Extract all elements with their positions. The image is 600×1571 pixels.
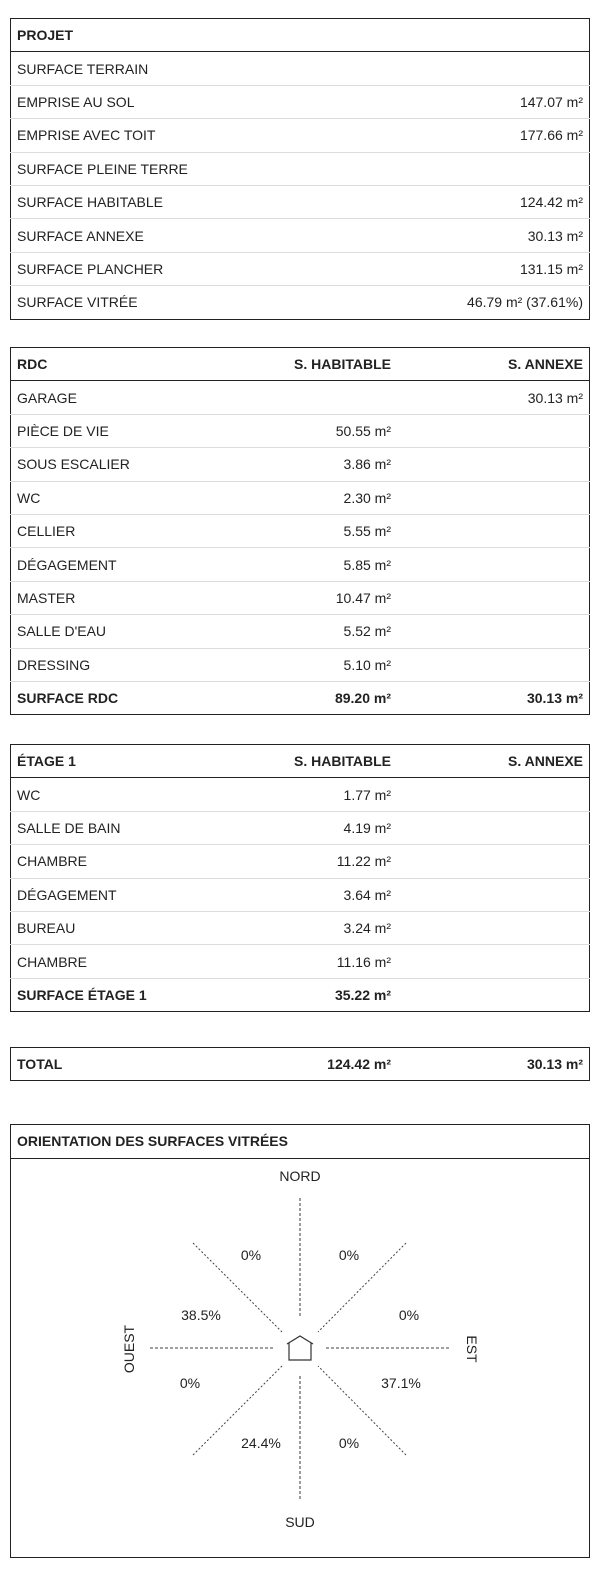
- total-label: TOTAL: [11, 1048, 206, 1081]
- label-est: EST: [464, 1335, 480, 1363]
- subtotal-label: SURFACE RDC: [11, 681, 206, 714]
- room-name: SALLE D'EAU: [11, 615, 206, 648]
- room-name: WC: [11, 481, 206, 514]
- col-annexe: S. ANNEXE: [397, 348, 590, 381]
- habitable-value: 2.30 m²: [205, 481, 397, 514]
- habitable-value: 5.55 m²: [205, 514, 397, 547]
- sector-ese: 37.1%: [381, 1375, 421, 1391]
- room-name: DÉGAGEMENT: [11, 548, 206, 581]
- label-ouest: OUEST: [121, 1324, 137, 1374]
- habitable-value: 1.77 m²: [205, 778, 397, 811]
- habitable-value: 11.16 m²: [205, 945, 397, 978]
- room-name: WC: [11, 778, 206, 811]
- habitable-value: 50.55 m²: [205, 414, 397, 447]
- room-name: CELLIER: [11, 514, 206, 547]
- habitable-value: 10.47 m²: [205, 581, 397, 614]
- habitable-value: 3.24 m²: [205, 911, 397, 944]
- room-name: CHAMBRE: [11, 845, 206, 878]
- annexe-value: 30.13 m²: [397, 381, 590, 414]
- sector-nne: 0%: [338, 1247, 360, 1263]
- subtotal-habitable: 35.22 m²: [205, 978, 397, 1011]
- row-value: 131.15 m²: [351, 252, 590, 285]
- sector-ene: 0%: [398, 1307, 420, 1323]
- room-name: DÉGAGEMENT: [11, 878, 206, 911]
- subtotal-annexe: 30.13 m²: [397, 681, 590, 714]
- house-icon: [287, 1336, 313, 1360]
- sector-ssw: 24.4%: [241, 1435, 281, 1451]
- row-value: 30.13 m²: [351, 219, 590, 252]
- row-value: 46.79 m² (37.61%): [467, 294, 583, 311]
- habitable-value: 5.10 m²: [205, 648, 397, 681]
- row-value: 147.07 m²: [351, 85, 590, 118]
- sector-wsw: 0%: [179, 1375, 201, 1391]
- orientation-title: ORIENTATION DES SURFACES VITRÉES: [11, 1125, 589, 1159]
- orientation-panel: [10, 1124, 590, 1558]
- row-label: EMPRISE AVEC TOIT: [11, 119, 352, 152]
- habitable-value: 3.86 m²: [205, 448, 397, 481]
- room-name: SALLE DE BAIN: [11, 811, 206, 844]
- etage1-title: ÉTAGE 1: [11, 745, 206, 778]
- habitable-value: 5.52 m²: [205, 615, 397, 648]
- row-label: EMPRISE AU SOL: [11, 85, 352, 118]
- room-name: CHAMBRE: [11, 945, 206, 978]
- habitable-value: 3.64 m²: [205, 878, 397, 911]
- rdc-title: RDC: [11, 348, 206, 381]
- room-name: PIÈCE DE VIE: [11, 414, 206, 447]
- row-label: SURFACE VITRÉE: [17, 294, 138, 311]
- habitable-value: 5.85 m²: [205, 548, 397, 581]
- row-label: SURFACE PLEINE TERRE: [11, 152, 352, 185]
- total-annexe: 30.13 m²: [397, 1048, 590, 1081]
- total-habitable: 124.42 m²: [205, 1048, 397, 1081]
- row-value: 124.42 m²: [351, 185, 590, 218]
- label-nord: NORD: [279, 1168, 321, 1184]
- room-name: MASTER: [11, 581, 206, 614]
- habitable-value: 11.22 m²: [205, 845, 397, 878]
- row-label: SURFACE TERRAIN: [11, 52, 352, 85]
- sector-sse: 0%: [338, 1435, 360, 1451]
- row-label: SURFACE ANNEXE: [11, 219, 352, 252]
- room-name: SOUS ESCALIER: [11, 448, 206, 481]
- room-name: DRESSING: [11, 648, 206, 681]
- col-habitable: S. HABITABLE: [205, 348, 397, 381]
- diag-ne: [318, 1243, 406, 1332]
- habitable-value: 4.19 m²: [205, 811, 397, 844]
- row-label: SURFACE PLANCHER: [11, 252, 352, 285]
- room-name: GARAGE: [11, 381, 206, 414]
- room-name: BUREAU: [11, 911, 206, 944]
- projet-title: PROJET: [11, 19, 590, 52]
- label-sud: SUD: [285, 1514, 315, 1530]
- subtotal-habitable: 89.20 m²: [205, 681, 397, 714]
- sector-wnw: 38.5%: [181, 1307, 221, 1323]
- row-value: 177.66 m²: [351, 119, 590, 152]
- col-annexe: S. ANNEXE: [397, 745, 590, 778]
- subtotal-label: SURFACE ÉTAGE 1: [11, 978, 206, 1011]
- sector-nnw: 0%: [240, 1247, 262, 1263]
- row-label: SURFACE HABITABLE: [11, 185, 352, 218]
- col-habitable: S. HABITABLE: [205, 745, 397, 778]
